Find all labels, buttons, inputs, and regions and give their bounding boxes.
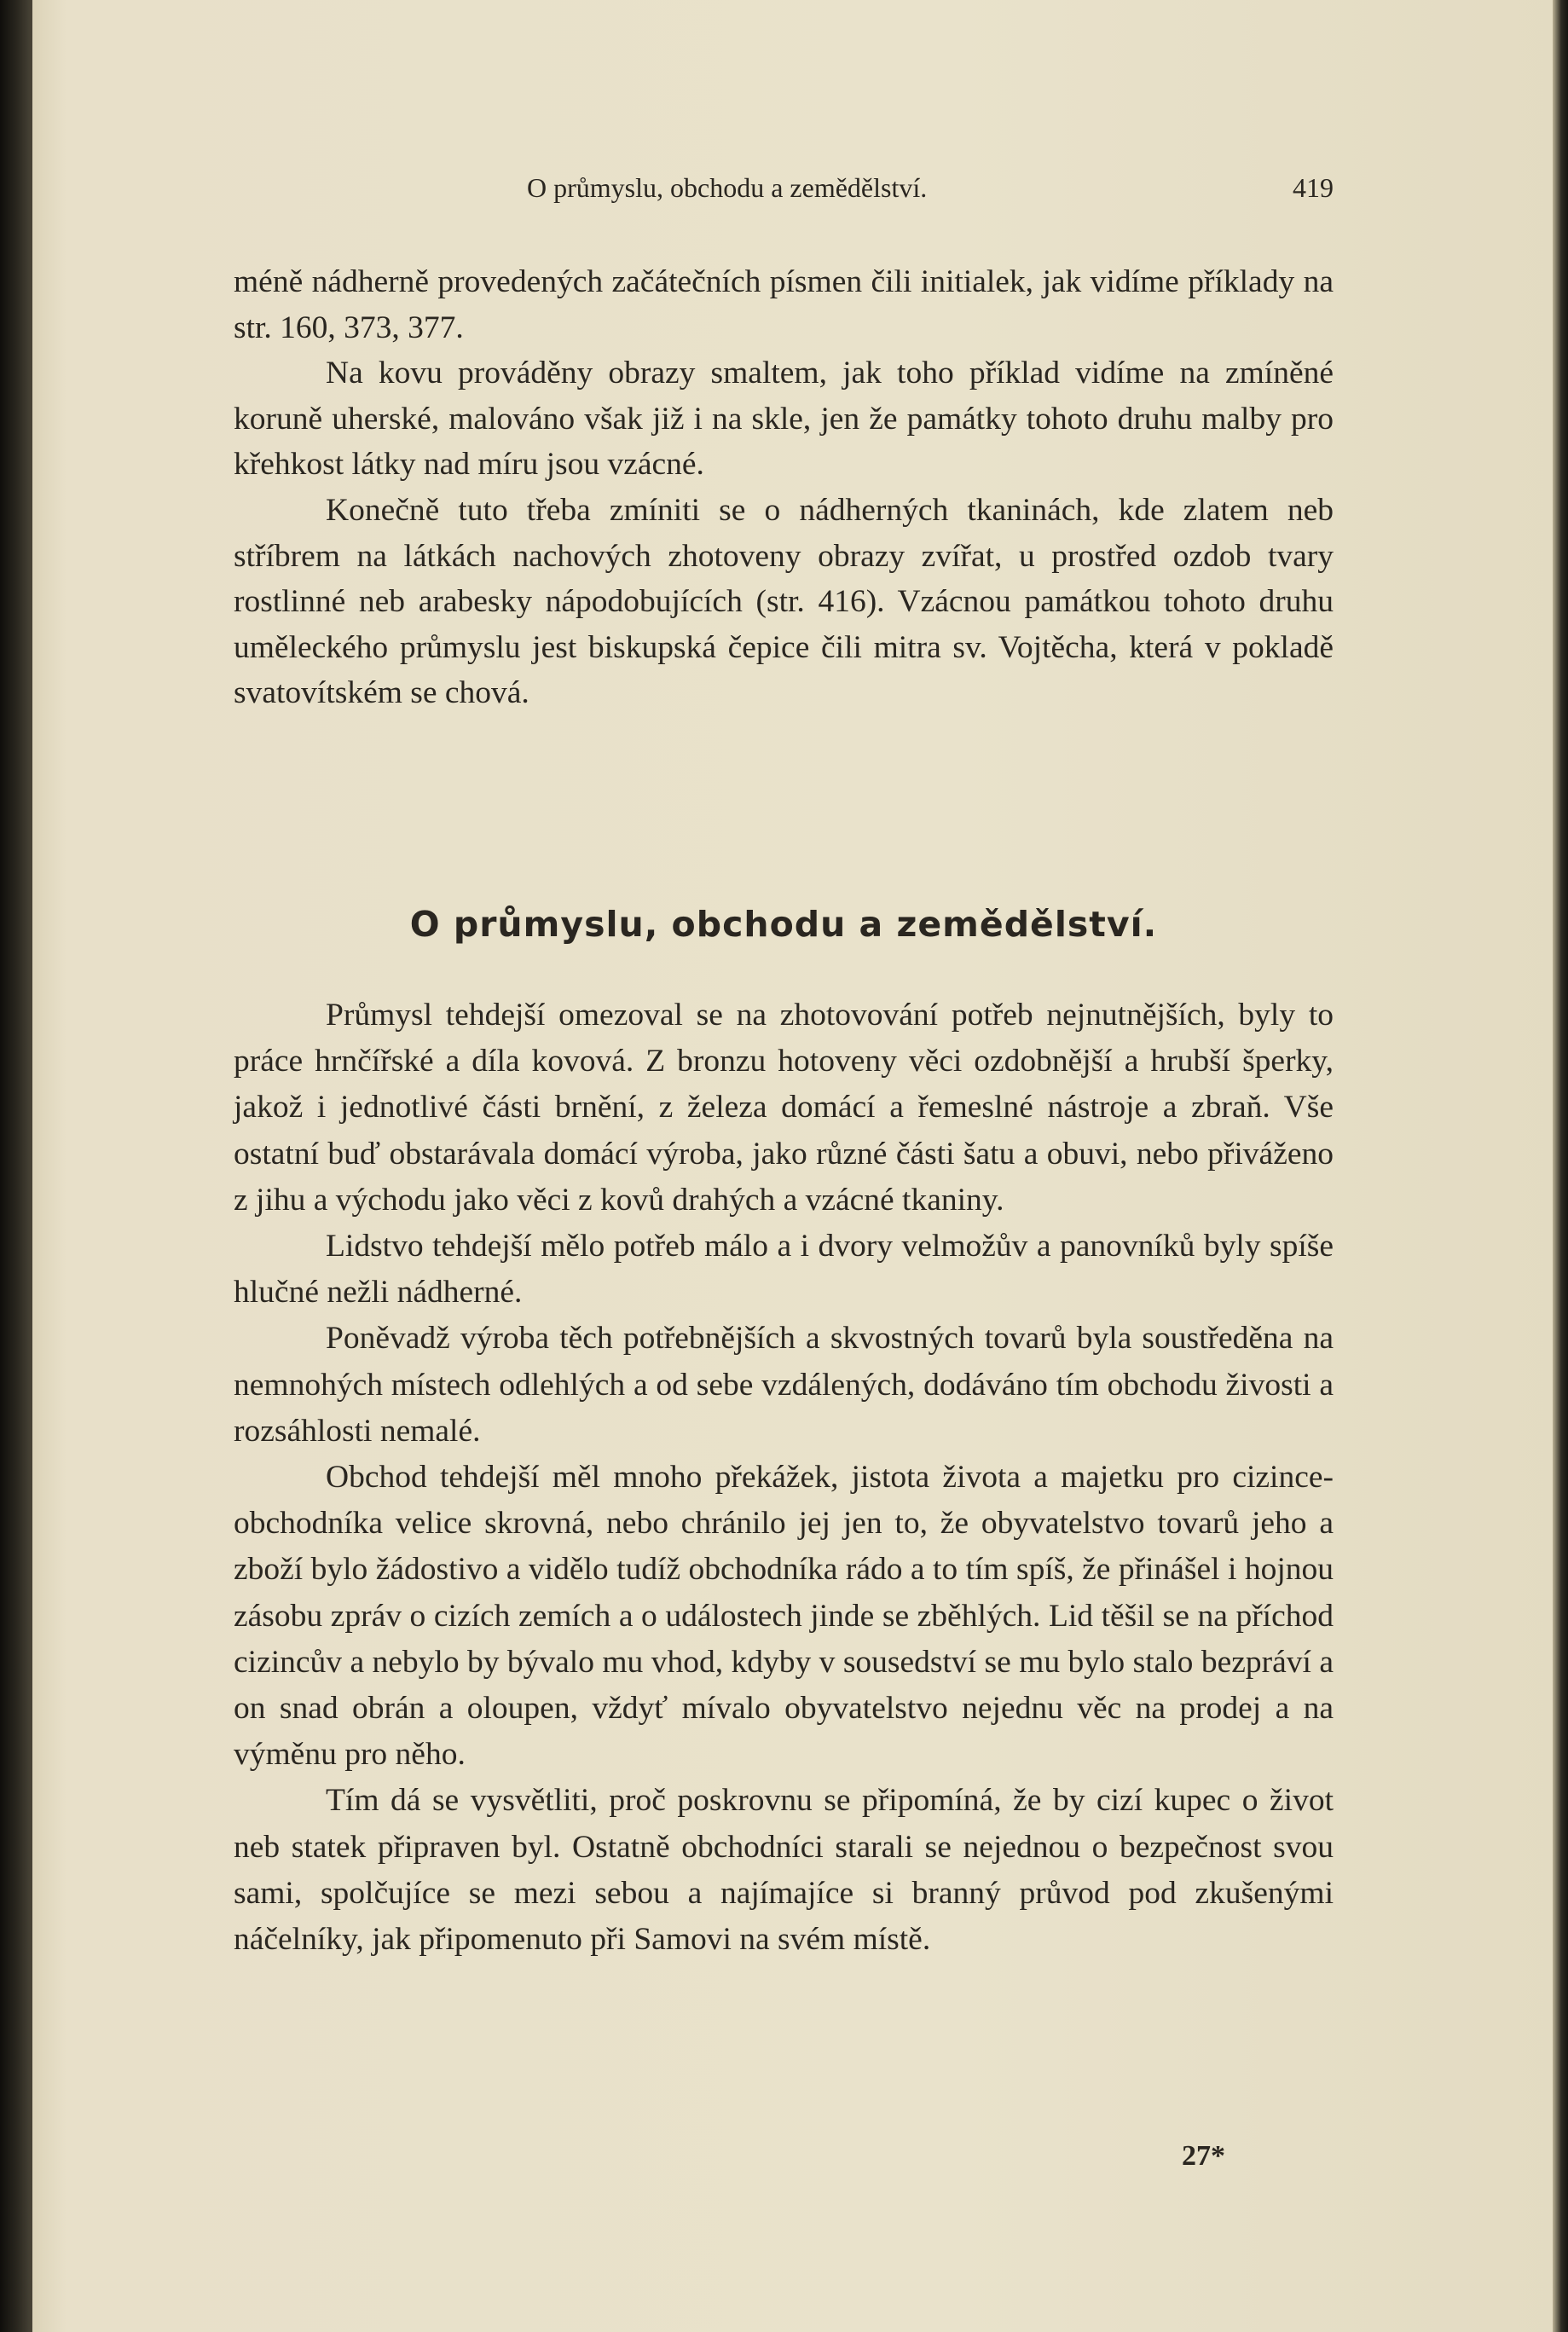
running-head-title: O průmyslu, obchodu a zemědělství. xyxy=(527,172,928,203)
page-number: 419 xyxy=(1293,172,1334,203)
signature-mark: 27* xyxy=(1182,2140,1225,2172)
page-fore-edge xyxy=(1553,0,1568,2332)
paragraph: Lidstvo tehdejší mělo potřeb málo a i dvory velmožův a panovníků byly spíše hlučné nežli nádherné. xyxy=(234,1229,1334,1311)
paragraph: Průmysl tehdejší omezoval se na zhotovování potřeb nejnutnějších, byly to práce hrnčířské a díla kovová. Z bronzu hotoveny věci ozdobnější a hrubší šperky, jakož i jednotlivé části brnění, z železa domácí a řemeslné nástroje a zbraň. Vše ostatní buď obstarávala domácí výroba, jako různé části šatu a obuvi, nebo přiváženo z jihu a východu jako věci z kovů drahých a vzácné tkaniny. xyxy=(234,998,1334,1218)
paragraph: Konečně tuto třeba zmíniti se o nádherných tkaninách, kde zlatem neb stříbrem na látkách nachových zhotoveny obrazy zvířat, u prostřed ozdob tvary rostlinné neb arabesky nápodobujících (str. 416). Vzácnou památkou tohoto druhu uměleckého průmyslu jest biskupská čepice čili mitra sv. Vojtěcha, která v pokladě svatovítském se chová. xyxy=(234,492,1334,711)
section-text xyxy=(234,992,1334,1963)
paragraph: Tím dá se vysvětliti, proč poskrovnu se připomíná, že by cizí kupec o život neb statek připraven byl. Ostatně obchodníci starali se nejednou o bezpečnost svou sami, spolčujíce se mezi sebou a najímajíce si branný průvod pod zkušenými náčelníky, jak připomenuto při Samovi na svém místě. xyxy=(234,1783,1334,1958)
paragraph: Poněvadž výroba těch potřebnějších a skvostných tovarů byla soustředěna na nemnohých místech odlehlých a od sebe vzdálených, dodáváno tím obchodu živosti a rozsáhlosti nemalé. xyxy=(234,1321,1334,1449)
book-page xyxy=(32,0,1568,2332)
intro-text xyxy=(234,259,1334,716)
book-binding-edge xyxy=(0,0,32,2332)
paragraph: méně nádherně provedených začátečních písmen čili initialek, jak vidíme příklady na str. 160, 373, 377. xyxy=(234,264,1334,345)
running-head xyxy=(234,172,1334,206)
section-heading: O průmyslu, obchodu a zemědělství. xyxy=(409,904,1158,945)
paragraph: Na kovu prováděny obrazy smaltem, jak toho příklad vidíme na zmíněné koruně uherské, malováno však již i na skle, jen že památky tohoto druhu malby pro křehkost látky nad míru jsou vzácné. xyxy=(234,356,1334,483)
paragraph: Obchod tehdejší měl mnoho překážek, jistota života a majetku pro cizince-obchodníka velice skrovná, nebo chránilo jej jen to, že obyvatelstvo tovarů jeho a zboží bylo žádostivo a vidělo tudíž obchodníka rádo a to tím spíš, že přinášel i hojnou zásobu zpráv o cizích zemích a o událostech jinde se zběhlých. Lid těšil se na příchod cizincův a nebylo by bývalo mu vhod, kdyby v sousedství se mu bylo stalo bezpráví a on snad obrán a oloupen, vždyť mívalo obyvatelstvo nejednu věc na prodej a na výměnu pro něho. xyxy=(234,1460,1334,1773)
